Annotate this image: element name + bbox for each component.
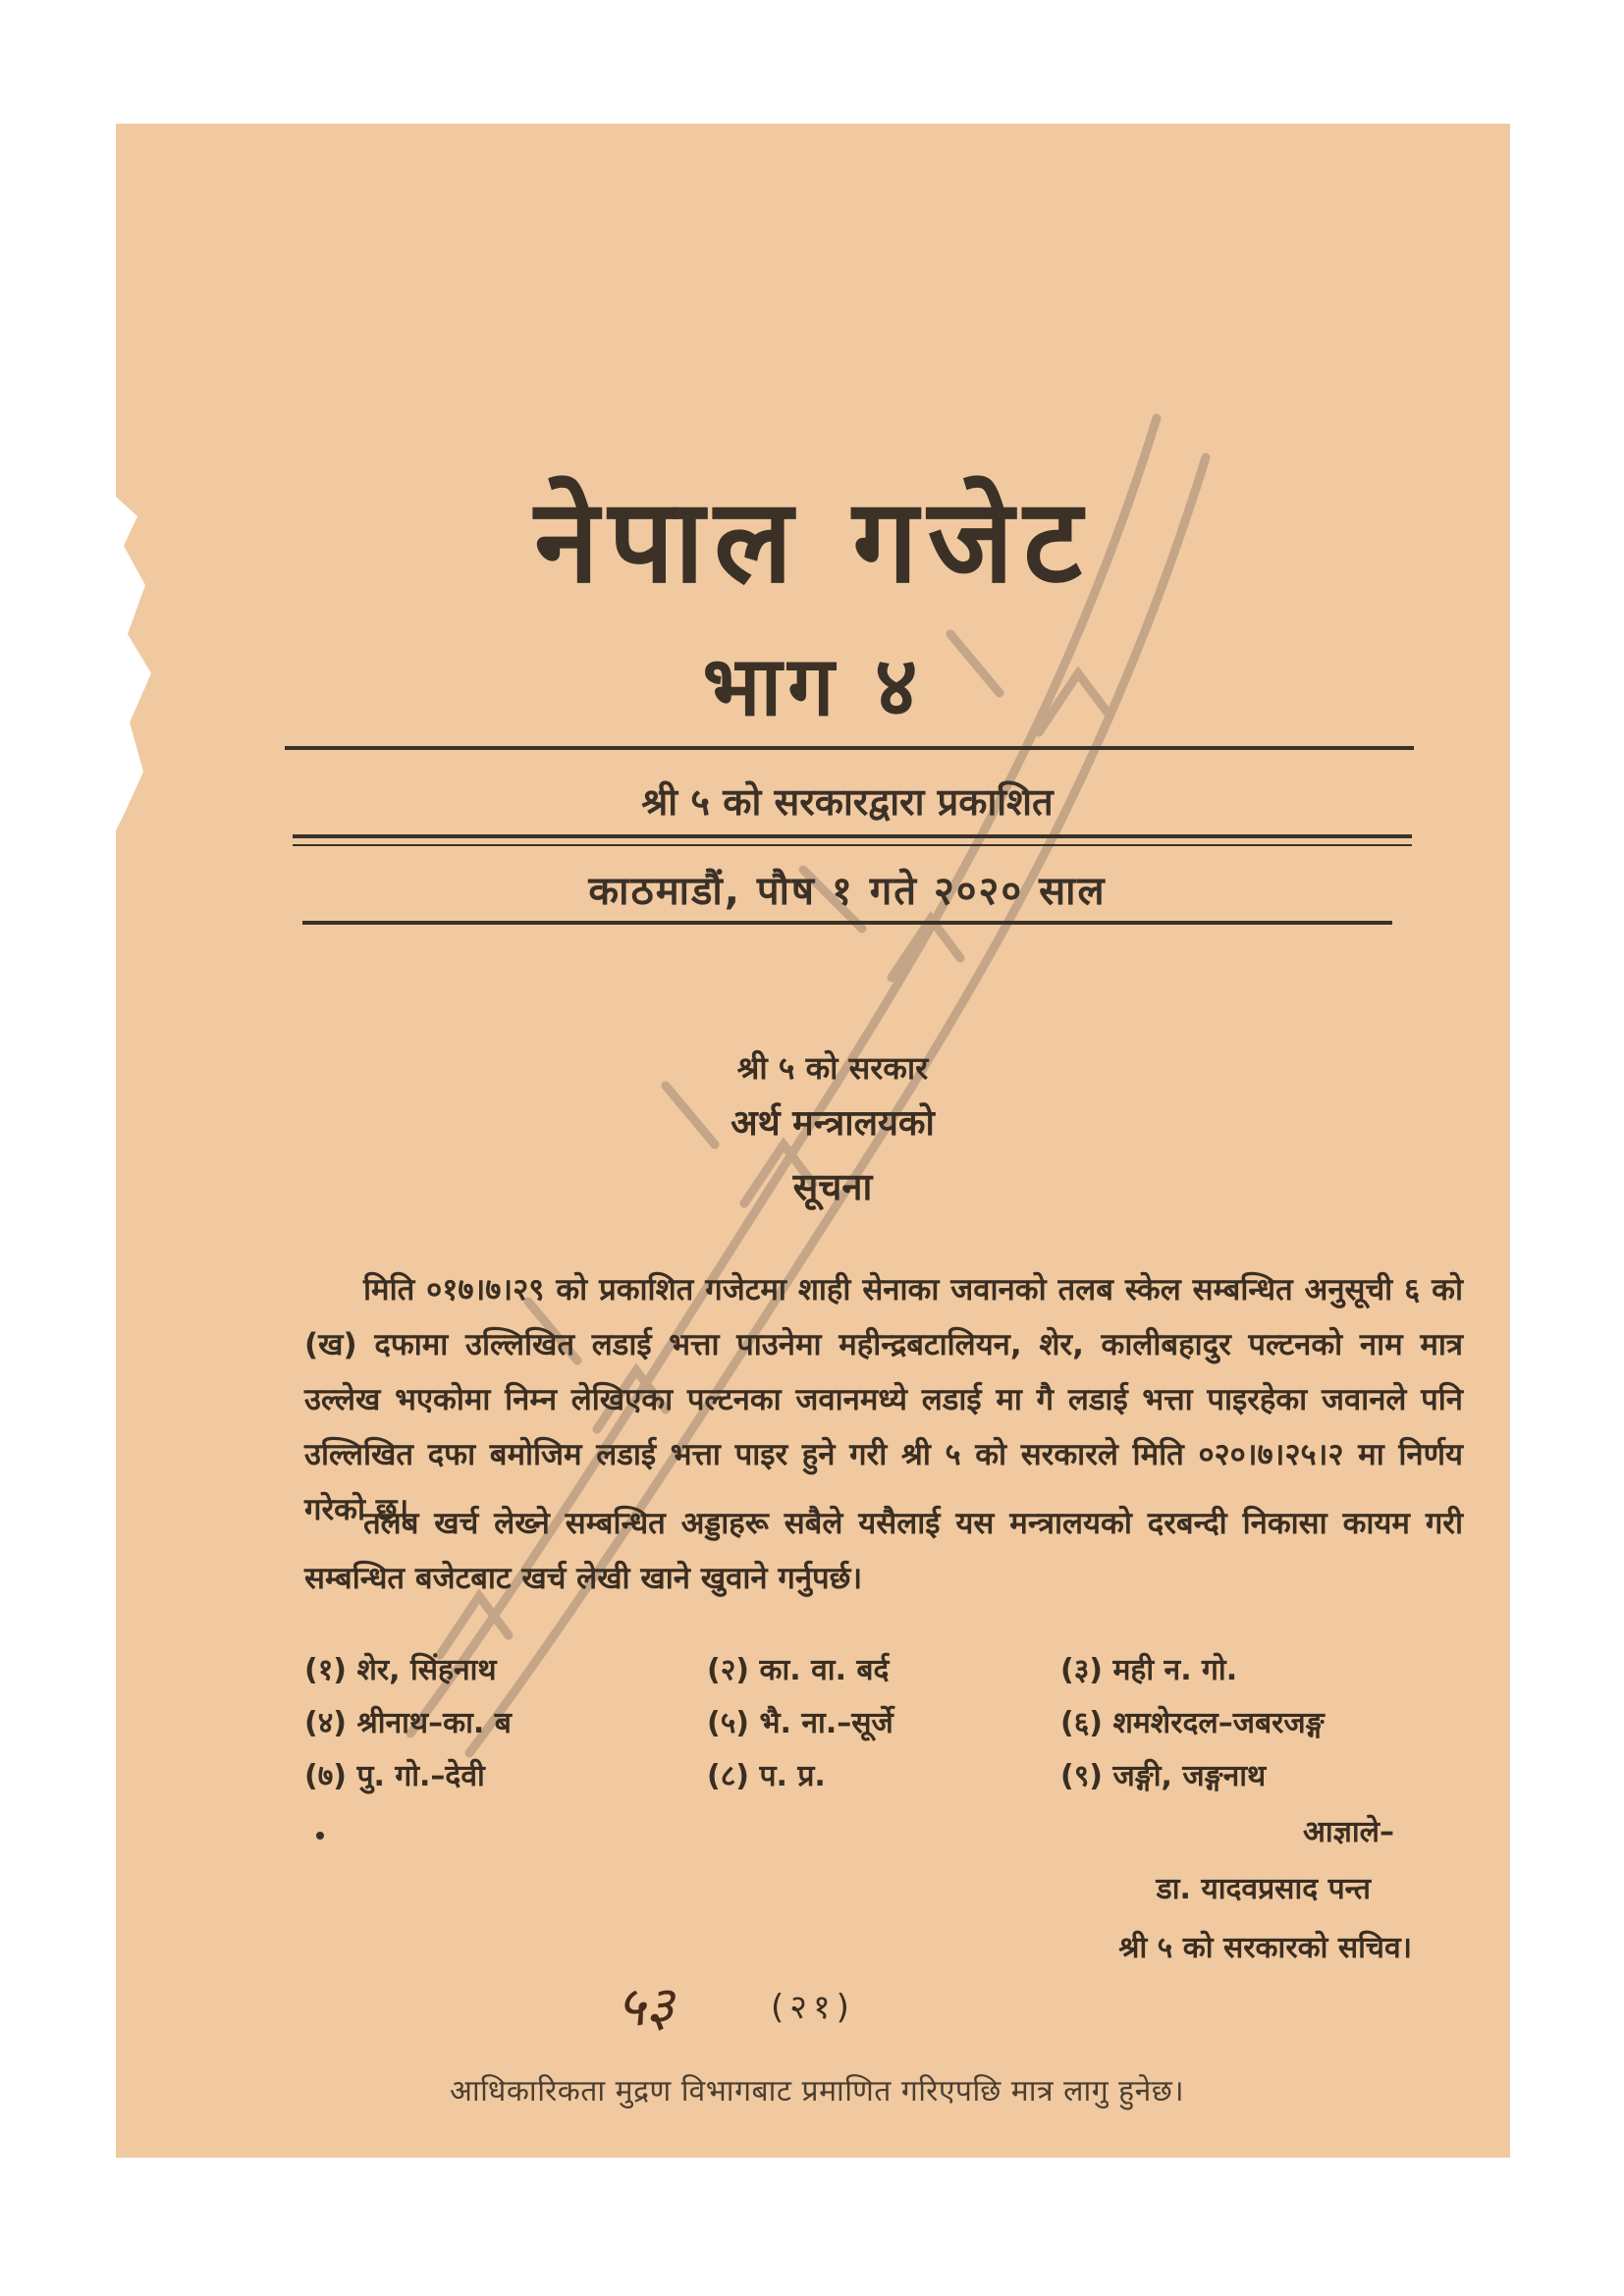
notice-paragraph-1: मिति ०१७।७।२९ को प्रकाशित गजेटमा शाही सेनाका जवानको तलब स्केल सम्बन्धित अनुसूची ६ को (ख) दफामा उल्लिखित लडाई भत्ता पाउनेमा महीन्द्रबटालियन, शेर, कालीबहादुर पल्टनको नाम मात्र उल्लेख भएकोमा निम्न लेखिएका पल्टनका जवानमध्ये लडाई मा गै लडाई भत्ता पाइरहेका जवानले पनि उल्लिखित दफा बमोजिम लडाई भत्ता पाइर हुने गरी श्री ५ को सरकारले मिति ०२०।७।२५।२ मा निर्णय गरेको छ। — [304, 1272, 1463, 1527]
list-item: (९) जङ्गी, जङ्गनाथ — [1060, 1759, 1267, 1793]
list-item: (६) शमशेरदल–जबरजङ्ग — [1060, 1706, 1325, 1740]
list-item: (४) श्रीनाथ–का. ब — [304, 1706, 512, 1740]
order-line: आज्ञाले– — [1303, 1815, 1394, 1849]
list-item: (७) पु. गो.–देवी — [304, 1759, 485, 1793]
top-rule — [285, 746, 1414, 750]
list-item: (५) भै. ना.–सूर्जे — [707, 1706, 893, 1740]
signatory-name: डा. यादवप्रसाद पन्त — [1156, 1872, 1371, 1906]
footer-note: आधिकारिकता मुद्रण विभागबाट प्रमाणित गरिएपछि मात्र लागु हुनेछ। — [450, 2074, 1185, 2109]
ink-dot — [316, 1832, 324, 1840]
list-item: (८) प. प्र. — [707, 1759, 826, 1793]
signatory-title: श्री ५ को सरकारको सचिव। — [1118, 1931, 1412, 1965]
bottom-rule — [302, 921, 1392, 925]
list-item: (१) शेर, सिंहनाथ — [304, 1653, 497, 1687]
list-item: (३) मही न. गो. — [1060, 1653, 1238, 1687]
notice-paragraph-2: तलब खर्च लेख्ने सम्बन्धित अड्डाहरू सबैले यसैलाई यस मन्त्रालयको दरबन्दी निकासा कायम गरी सम्बन्धित बजेटबाट खर्च लेखी खाने खुवाने गर्नुपर्छ। — [304, 1506, 1463, 1596]
notice-issuer: श्री ५ को सरकार — [736, 1049, 929, 1087]
handwritten-mark: ५३ — [617, 1975, 675, 2039]
notice-heading: सूचना — [792, 1165, 873, 1208]
notice-ministry: अर्थ मन्त्रालयको — [731, 1103, 935, 1144]
gazette-part: भाग ४ — [702, 637, 924, 734]
middle-rule-1 — [293, 834, 1412, 838]
battalion-list — [304, 1649, 1502, 1798]
gazette-page — [116, 124, 1510, 2158]
middle-rule-2 — [293, 844, 1412, 846]
gazette-title: नेपाल गजेट — [534, 472, 1092, 609]
list-item: (२) का. वा. बर्द — [707, 1653, 890, 1687]
publisher-line: श्री ५ को सरकारद्वारा प्रकाशित — [641, 780, 1054, 824]
page-number: (२१) — [771, 1988, 855, 2027]
dateline: काठमाडौं, पौष १ गते २०२० साल — [588, 869, 1107, 914]
